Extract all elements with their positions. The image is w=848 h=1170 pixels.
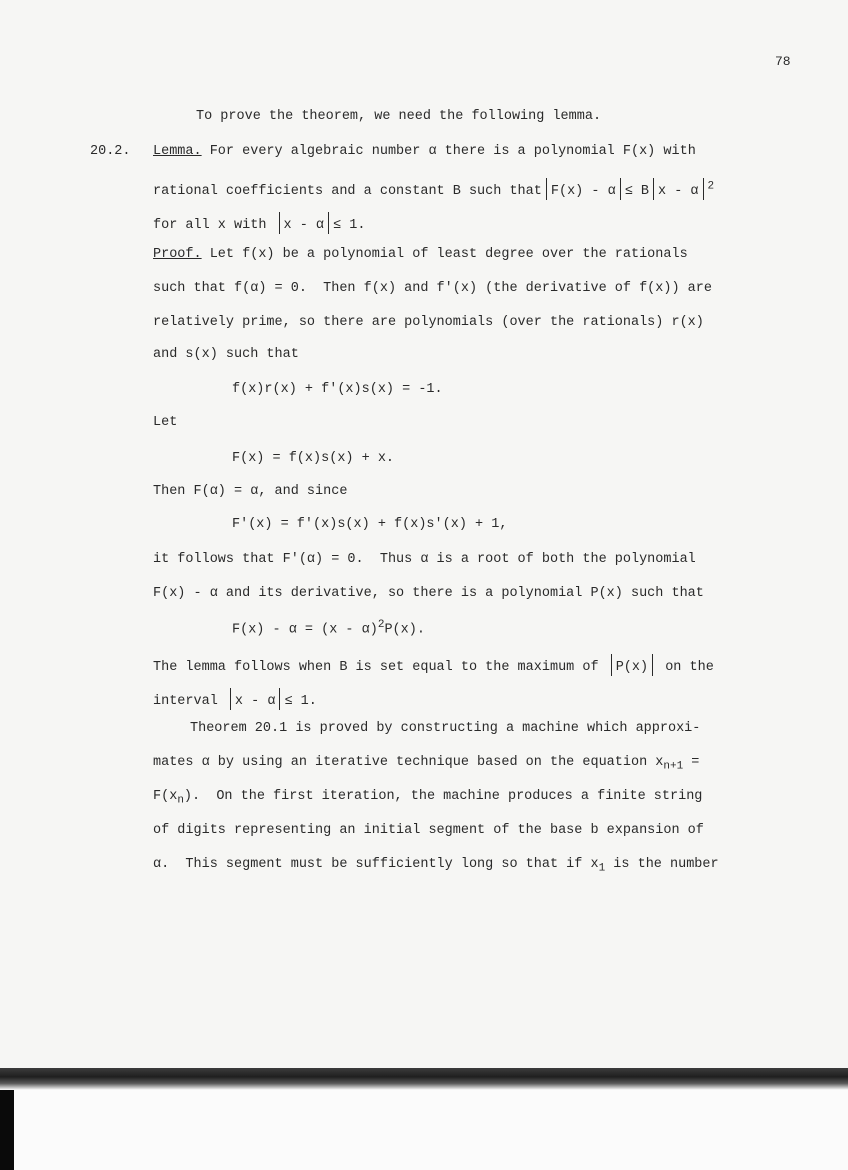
abs-bar [620,178,621,200]
math: ≤ 1. [333,218,366,233]
paragraph-line-4: of digits representing an initial segment of the base b expansion of [153,823,704,838]
paragraph-line-5 [153,858,719,875]
abs-bar [611,654,612,676]
proof-line-follows: it follows that F'(α) = 0. Thus α is a root of both the polynomial [153,552,696,567]
text: ). On the first iteration, the machine produces a finite string [183,789,703,804]
text: interval [153,694,218,709]
equation-1: f(x)r(x) + f'(x)s(x) = -1. [232,382,443,397]
text: for all x with [153,218,267,233]
math: ≤ B [624,184,649,199]
abs-bar [230,688,231,710]
proof-line-interval [153,688,317,710]
exponent: 2 [377,619,385,631]
math: x - α [658,184,699,199]
proof-line-1 [153,248,688,262]
text: Let f(x) be a polynomial of least degree over the rationals [201,247,688,262]
text: rational coefficients and a constant B such that [153,184,542,199]
abs-bar [653,178,654,200]
math: ≤ 1. [284,694,317,709]
math: F(x) - α [550,184,616,199]
scan-edge-shadow [0,1068,848,1090]
exponent: 2 [707,180,715,193]
proof-line-conclusion [153,654,714,676]
equation-2: F(x) = f(x)s(x) + x. [232,451,395,466]
text: on the [665,660,714,675]
lemma-heading: Lemma. [153,144,202,159]
subscript: n+1 [663,760,684,773]
abs-bar [703,178,704,200]
paragraph-line-2 [153,756,699,773]
proof-line-2: such that f(α) = 0. Then f(x) and f'(x) (the derivative of f(x)) are [153,281,712,296]
abs-bar [328,212,329,234]
lemma-line-3 [153,212,365,234]
proof-line-4: and s(x) such that [153,347,299,362]
text: mates α by using an iterative technique based on the equation x [153,755,664,770]
text: α. This segment must be sufficiently long so that if x [153,857,599,872]
paragraph-line-3 [153,790,702,807]
math: x - α [234,694,276,709]
math: P(x) [615,660,649,675]
paragraph-line-1: Theorem 20.1 is proved by constructing a machine which approxi- [190,721,701,736]
intro-line: To prove the theorem, we need the following lemma. [196,109,602,124]
equation-4 [232,620,425,637]
text: = [683,755,700,770]
text: is the number [605,857,719,872]
page-number: 78 [775,54,791,69]
equation-3: F'(x) = f'(x)s(x) + f(x)s'(x) + 1, [232,517,508,532]
text: The lemma follows when B is set equal to the maximum of [153,660,599,675]
proof-line-then: Then F(α) = α, and since [153,484,348,499]
abs-bar [279,688,280,710]
math: x - α [283,218,325,233]
lemma-line-2 [153,178,714,200]
abs-bar [652,654,653,676]
subscript: n [177,794,184,807]
proof-line-let: Let [153,415,178,430]
math: P(x). [384,622,425,638]
proof-heading: Proof. [153,247,202,262]
scan-left-shadow [0,1090,14,1170]
text: F(x [153,789,178,804]
math: F(x) - α = (x - α) [232,622,378,638]
proof-line-3: relatively prime, so there are polynomials (over the rationals) r(x) [153,315,704,330]
abs-bar [546,178,547,200]
lemma-line-1 [153,145,696,159]
scan-bottom-margin [14,1090,848,1170]
abs-bar [279,212,280,234]
proof-line-deriv: F(x) - α and its derivative, so there is a polynomial P(x) such that [153,586,704,601]
subscript: 1 [598,862,606,875]
lemma-text: For every algebraic number α there is a polynomial F(x) with [201,144,696,159]
section-number: 20.2. [90,144,131,159]
